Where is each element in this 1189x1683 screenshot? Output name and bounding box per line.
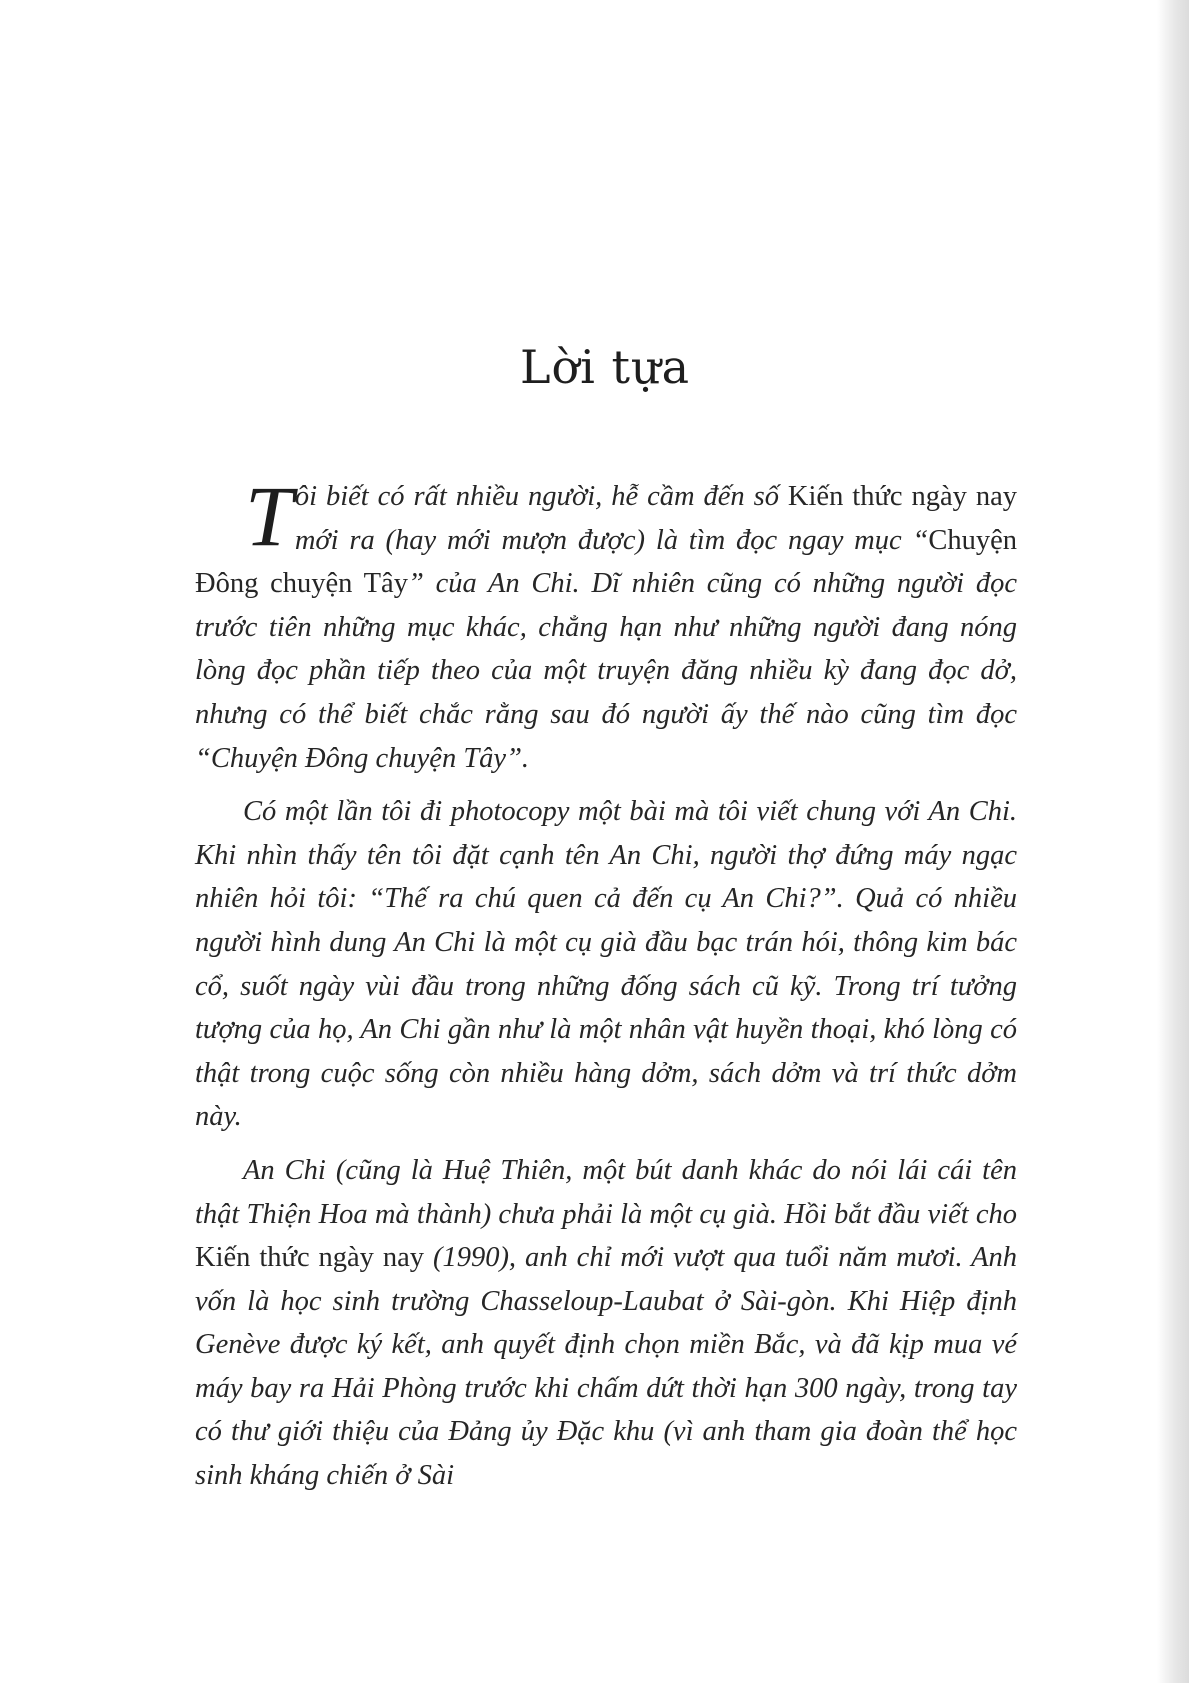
- paragraph-2: Có một lần tôi đi photocopy một bài mà tôi viết chung với An Chi. Khi nhìn thấy tên tôi đặt cạnh tên An Chi, người thợ đứng máy ngạc nhiên hỏi tôi: “Thế ra chú quen cả đến cụ An Chi?”. Quả có nhiều người hình dung An Chi là một cụ già đầu bạc trán hói, thông kim bác cổ, suốt ngày vùi đầu trong những đống sách cũ kỹ. Trong trí tưởng tượng của họ, An Chi gần như là một nhân vật huyền thoại, khó lòng có thật trong cuộc sống còn nhiều hàng dởm, sách dởm và trí thức dởm này.: [195, 796, 1017, 1133]
- magazine-title-2: Kiến thức ngày nay: [195, 1242, 425, 1274]
- paragraph-1-text-b: mới ra (hay mới mượn được) là tìm đọc ngay mục “: [294, 524, 929, 556]
- body-text: [195, 468, 1017, 1508]
- page-edge-shadow: [1157, 0, 1189, 1683]
- drop-cap: T: [245, 468, 293, 564]
- magazine-title: Kiến thức ngày nay: [787, 481, 1017, 512]
- paragraph-1-text-a: ôi biết có rất nhiều người, hễ cầm đến số: [294, 481, 788, 512]
- paragraph-1: [195, 468, 1017, 780]
- paragraph-3-text-b: (1990), anh chỉ mới vượt qua tuổi năm mươi. Anh vốn là học sinh trường Chasseloup-Laubat ở Sài-gòn. Khi Hiệp định Genève được ký kết, anh quyết định chọn miền Bắc, và đã kịp mua vé máy bay ra Hải Phòng trước khi chấm dứt thời hạn 300 ngày, trong tay có thư giới thiệu của Đảng ủy Đặc khu (vì anh tham gia đoàn thể học sinh kháng chiến ở Sài: [195, 1242, 1017, 1492]
- paragraph-1-text-c: ” của An Chi. Dĩ nhiên cũng có những người đọc trước tiên những mục khác, chẳng hạn như những người đang nóng lòng đọc phần tiếp theo của một truyện đăng nhiều kỳ đang đọc dở, nhưng có thể biết chắc rằng sau đó người ấy thế nào cũng tìm đọc “Chuyện Đông chuyện Tây”.: [195, 568, 1017, 774]
- page-title: Lời tựa: [519, 340, 691, 394]
- paragraph-3: [195, 1149, 1017, 1498]
- column-title: Chuyện Đông chuyện Tây: [195, 524, 1017, 600]
- paragraph-3-text-a: An Chi (cũng là Huệ Thiên, một bút danh khác do nói lái cái tên thật Thiện Hoa mà thành) chưa phải là một cụ già. Hồi bắt đầu viết cho: [195, 1154, 1017, 1230]
